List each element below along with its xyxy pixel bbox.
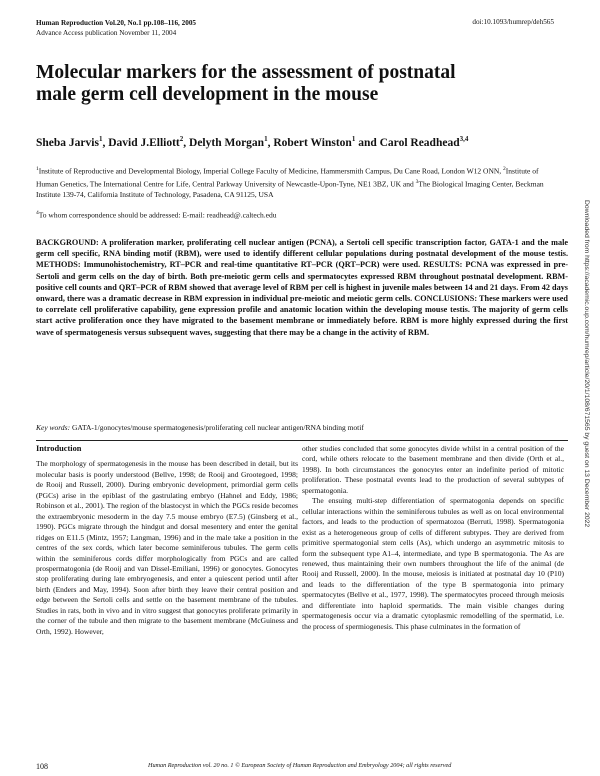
- affiliation-3: The Biological Imaging Center, Beckman Institute 139-74, California Institute of Technology, Pasadena, CA 91125, USA: [36, 179, 544, 199]
- author-name: Robert Winston: [273, 136, 352, 149]
- author-name: Delyth Morgan: [189, 136, 265, 149]
- author-separator: ,: [102, 136, 109, 149]
- author-affil-sup: 2: [179, 135, 184, 143]
- body-paragraph: The ensuing multi-step differentiation of spermatogonia depends on specific cellular interactions within the seminiferous tubules as well as on local environmental factors, and leads to the production of spermatozoa (Berruti, 1998). Spermatogonia exist as a heterogeneous group of cells of different subtypes. They are derived from primitive spermatogonial stem cells (As), which undergo an asymmetric mitosis to form the subsequent type A1–4, intermediate, and type B spermatogonia. The As are renewed, thus maintaining their own numbers throughout the life of the animal (de Rooij and Russell, 2000). In the mouse, meiosis is initiated at postnatal day 10 (P10) and leads to the differentiation of the type B spermatogonia into primary spermatocytes (Bellve et al., 1977, 1998). The spermatocytes proceed through meiosis and differentiate into haploid spermatids. The main visible changes during spermatogenesis occur via a dramatic cytoplasmic remodelling of the spermatid, i.e. the process of spermiogenesis. This phase culminates in the formation of: [302, 496, 564, 631]
- author-affil-sup: 3,4: [459, 135, 469, 143]
- right-column: [302, 444, 564, 632]
- author-separator: ,: [267, 136, 274, 149]
- keywords-label: Key words:: [36, 423, 71, 432]
- body-paragraph: other studies concluded that some gonocytes divide whilst in a central position of the cord, while others relocate to the basement membrane and then divide (Orth et al., 1998). In both circumstances the gonocytes enter an indefinite period of mitotic proliferation. These postnatal events lead to the production of several subtypes of spermatogonia.: [302, 444, 564, 495]
- download-watermark: [578, 200, 592, 580]
- body-paragraph: The morphology of spermatogenesis in the mouse has been described in detail, but its molecular basis is poorly understood (Bellve, 1998; de Rooij and Grootegoed, 1998; de Rooij and Russell, 2000). During embryonic development, primordial germ cells (PGCs) arise in the epiblast of the gastrulating embryo (Hahnel and Eddy, 1986; Robinson et al., 2001). The region of the blastocyst in which the PGCs reside becomes the extraembryonic mesoderm in the day 7.5 mouse embryo (E7.5) (Ginsberg et al., 1990). PGCs migrate through the hindgut and dorsal mesentery and enter the genital ridges on E11.5 (Mintz, 1957; Langman, 1996) and in the male take a position in the centres of the sex cords, which later become seminiferous tubules. The germ cells within the seminiferous cords differ morphologically from PGCs and are called prospermatogonia (de Rooij and van Dissel-Emiliani, 1996) or gonocytes. Gonocytes stop proliferating during late embryogenesis, and enter a quiescent period until after birth (Enders and May, 1994). Soon after birth they leave their central position and edge between the Sertoli cells and settle on the basement membrane of the tubules. Studies in rats, both in vivo and in vitro suggest that gonocytes proliferate primarily in the corner of the tubule and then migrate to the basement membrane (McGuiness and Orth, 1992). However,: [36, 459, 298, 636]
- left-column: [36, 444, 298, 637]
- corr-sup: 4: [36, 210, 39, 216]
- author-separator: ,: [183, 136, 190, 149]
- author-name: David J.Elliott: [108, 136, 180, 149]
- author-separator: and: [355, 136, 380, 149]
- advance-access-note: Advance Access publication November 11, 2004: [36, 29, 177, 37]
- author-affil-sup: 1: [351, 135, 356, 143]
- doi-link[interactable]: doi:10.1093/humrep/deh565: [472, 18, 554, 26]
- download-watermark-text: Downloaded from https://academic.oup.com/humrep/article/20/1/108/671565 by guest on 13 December 2022: [583, 200, 590, 528]
- author-affil-sup: 1: [98, 135, 103, 143]
- author-name: Carol Readhead: [379, 136, 460, 149]
- affil-sup: 1: [36, 166, 39, 172]
- article-title: Molecular markers for the assessment of postnatal male germ cell development in the mouse: [36, 62, 456, 105]
- affiliations: [36, 164, 560, 200]
- section-heading: Introduction: [36, 444, 82, 453]
- journal-citation: Human Reproduction Vol.20, No.1 pp.108–116, 2005: [36, 19, 197, 27]
- section-divider: [36, 440, 568, 441]
- affiliation-1: Institute of Reproductive and Developmental Biology, Imperial College Faculty of Medicine, Hammersmith Campus, Du Cane Road, London W12 ONN,: [38, 166, 504, 176]
- author-name: Sheba Jarvis: [36, 136, 99, 149]
- affil-sup: 3: [415, 178, 419, 185]
- page-number: 108: [36, 762, 48, 771]
- copyright-line: Human Reproduction vol. 20 no. 1 © European Society of Human Reproduction and Embryology 2004; all rights reserved: [148, 762, 452, 769]
- abstract: BACKGROUND: A proliferation marker, proliferating cell nuclear antigen (PCNA), a Sertoli cell specific transcription factor, GATA-1 and the male germ cell specific, RNA binding motif (RBM), were used to identify different cellular populations during postnatal development of the mouse testis. METHODS: Immunohistochemistry, RT–PCR and real-time quantitative RT–PCR (QRT–PCR) were used. RESULTS: PCNA was expressed in pre-Sertoli and germ cells on the day of birth. Both pre-meiotic germ cells and spermatocytes expressed RBM throughout postnatal development. RBM-positive cell counts and QRT–PCR of RBM showed that average level of RBM per cell is highest in juvenile males between 14 and 21 days. From 42 days onward, there was a dramatic decrease in RBM expression in individual pre-meiotic and meiotic germ cells. CONCLUSIONS: These markers were used to correlate cell proliferative capability, gene expression profile and anatomic location within the developing mouse testis. The majority of germ cells start active proliferation once they have migrated to the basement membrane or immediately before. RBM is more highly expressed during the first wave of spermatogenesis versus subsequent waves, suggesting that there may be a change in the activity of RBM.: [36, 238, 568, 337]
- author-list: [36, 135, 576, 149]
- correspondence-note: [36, 210, 560, 220]
- keywords: [36, 423, 568, 432]
- correspondence-text: To whom correspondence should be addressed: E-mail: readhead@.caltech.edu: [38, 210, 277, 220]
- affil-sup: 2: [503, 166, 506, 172]
- keywords-text: GATA-1/gonocytes/mouse spermatogenesis/proliferating cell nuclear antigen/RNA binding motif: [71, 423, 364, 432]
- journal-header: [36, 18, 196, 38]
- affiliation-2: Institute of Human Genetics, The International Centre for Life, Central Parkway University of Newcastle-Upon-Tyne, NE1 3BZ, UK and: [36, 166, 539, 189]
- author-affil-sup: 1: [264, 135, 268, 143]
